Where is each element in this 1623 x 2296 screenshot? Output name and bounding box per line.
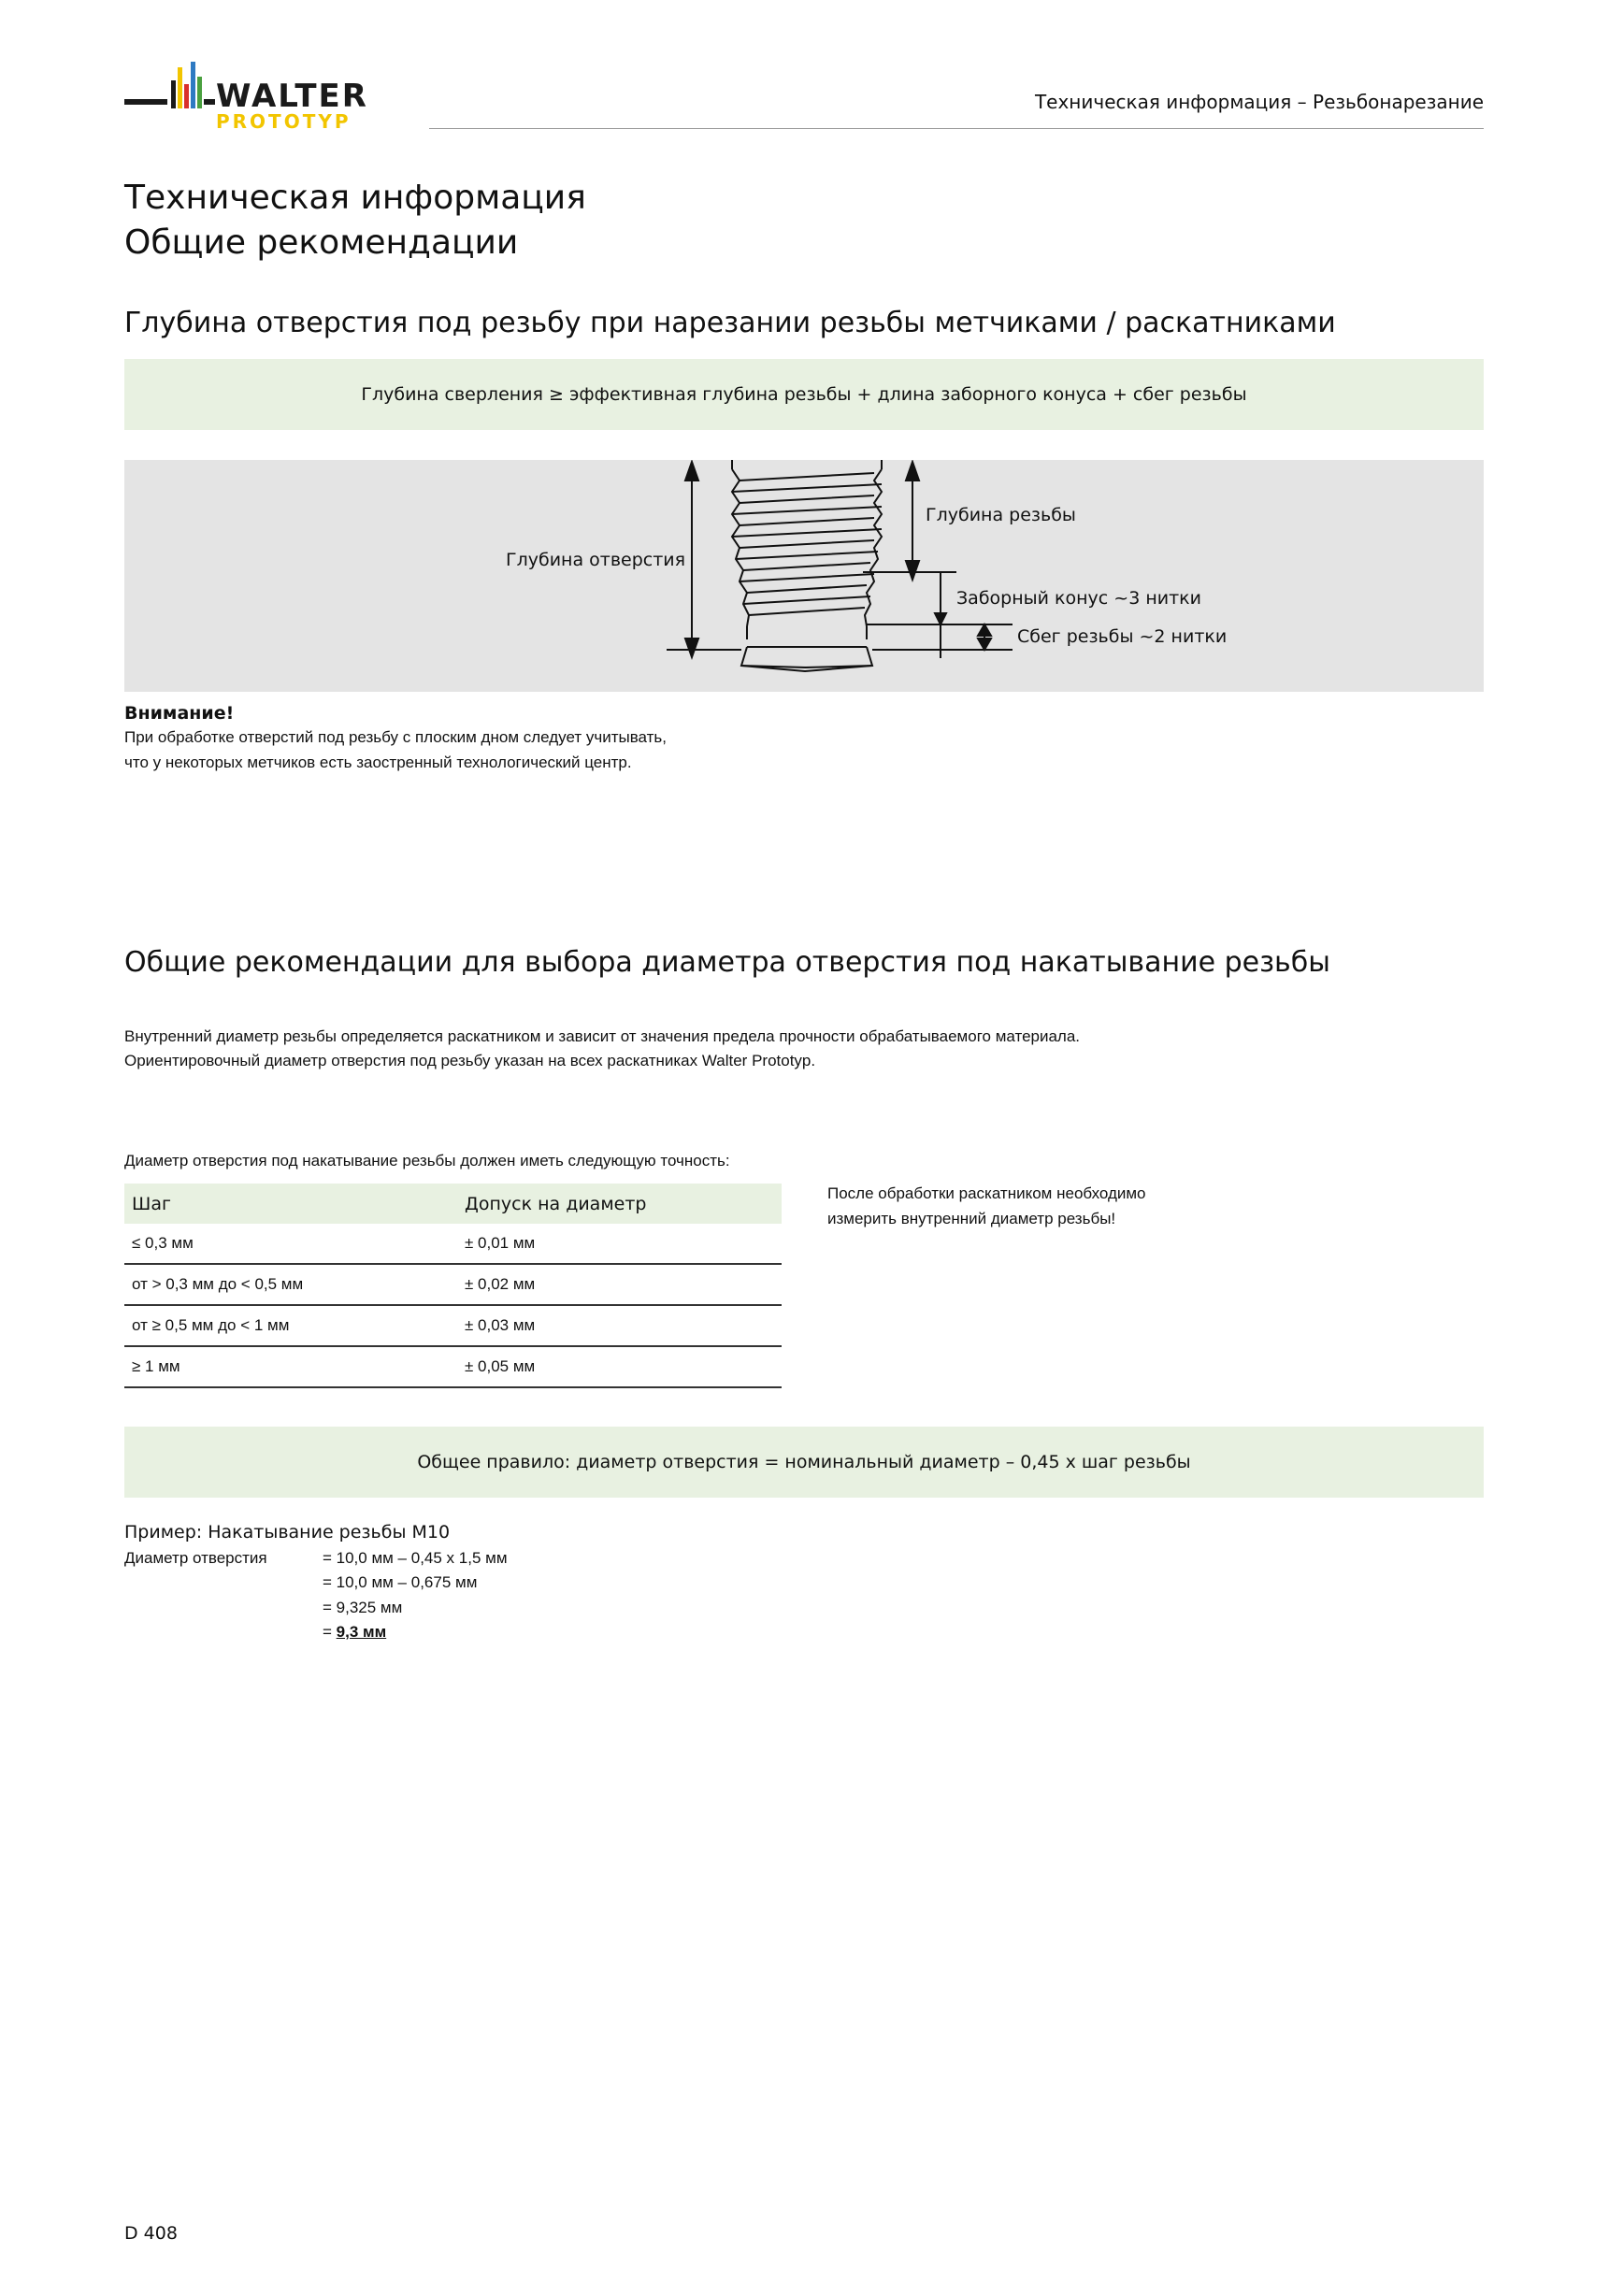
svg-text:WALTER: WALTER [216,78,368,115]
header-divider [429,128,1484,129]
pitch-cell: от > 0,3 мм до < 0,5 мм [124,1264,457,1305]
intro-text-line2: Ориентировочный диаметр отверстия под резьбу указан на всех раскатниках Walter Prototyp. [124,1052,816,1069]
measure-note-line1: После обработки раскатником необходимо [827,1184,1146,1202]
tolerance-table [124,1184,782,1388]
example-title: Пример: Накатывание резьбы M10 [124,1522,451,1543]
attention-title: Внимание! [124,703,235,724]
calc-line-2: = 10,0 мм – 0,675 мм [323,1573,478,1591]
table-intro: Диаметр отверстия под накатывание резьбы должен иметь следующую точность: [124,1152,730,1170]
walter-prototyp-logo [124,60,405,135]
page-title-line2: Общие рекомендации [124,223,519,262]
thread-depth-drawing [124,460,1484,692]
page-number: D 408 [124,2223,178,2244]
tolerance-cell: ± 0,01 мм [457,1224,782,1264]
section1-heading: Глубина отверстия под резьбу при нарезании резьбы метчиками / раскатниками [124,307,1336,339]
tolerance-cell: ± 0,05 мм [457,1346,782,1387]
section2-heading: Общие рекомендации для выбора диаметра отверстия под накатывание резьбы [124,946,1330,979]
pitch-cell: ≤ 0,3 мм [124,1224,457,1264]
measure-note-line2: измерить внутренний диаметр резьбы! [827,1210,1116,1227]
example-label: Диаметр отверстия [124,1549,267,1567]
column-header-tolerance: Допуск на диаметр [457,1184,782,1224]
intro-text-line1: Внутренний диаметр резьбы определяется раскатником и зависит от значения предела прочности обрабатываемого материала. [124,1027,1081,1045]
drill-depth-formula: Глубина сверления ≥ эффективная глубина резьбы + длина заборного конуса + сбег резьбы [361,384,1247,405]
page-title-line1: Техническая информация [124,179,586,217]
calc-result: 9,3 мм [336,1623,387,1641]
attention-text-line2: что у некоторых метчиков есть заостренный технологический центр. [124,753,632,771]
column-header-pitch: Шаг [124,1184,457,1224]
runout-label: Сбег резьбы ~2 нитки [1017,626,1228,647]
calc-line-3: = 9,325 мм [323,1599,403,1616]
drill-depth-formula-box [124,359,1484,430]
general-rule-box [124,1427,1484,1498]
table-row [124,1264,782,1305]
calc-result-prefix: = [323,1623,337,1641]
thread-depth-label: Глубина резьбы [926,505,1076,525]
thread-depth-diagram [124,460,1484,692]
calc-line-1: = 10,0 мм – 0,45 x 1,5 мм [323,1549,508,1567]
table-row [124,1305,782,1346]
header-title: Техническая информация – Резьбонарезание [1034,91,1484,113]
svg-text:PROTOTYP: PROTOTYP [216,110,352,133]
general-rule: Общее правило: диаметр отверстия = номинальный диаметр – 0,45 x шаг резьбы [417,1452,1191,1472]
hole-depth-label: Глубина отверстия [506,550,686,570]
pitch-cell: от ≥ 0,5 мм до < 1 мм [124,1305,457,1346]
calc-result-line [323,1623,386,1642]
chamfer-label: Заборный конус ~3 нитки [956,588,1202,609]
measure-note [827,1181,1146,1231]
pitch-cell: ≥ 1 мм [124,1346,457,1387]
tolerance-cell: ± 0,02 мм [457,1264,782,1305]
table-row [124,1224,782,1264]
page-title [124,176,586,265]
table-header-row [124,1184,782,1224]
tolerance-cell: ± 0,03 мм [457,1305,782,1346]
attention-text-line1: При обработке отверстий под резьбу с плоским дном следует учитывать, [124,728,668,746]
table-row [124,1346,782,1387]
